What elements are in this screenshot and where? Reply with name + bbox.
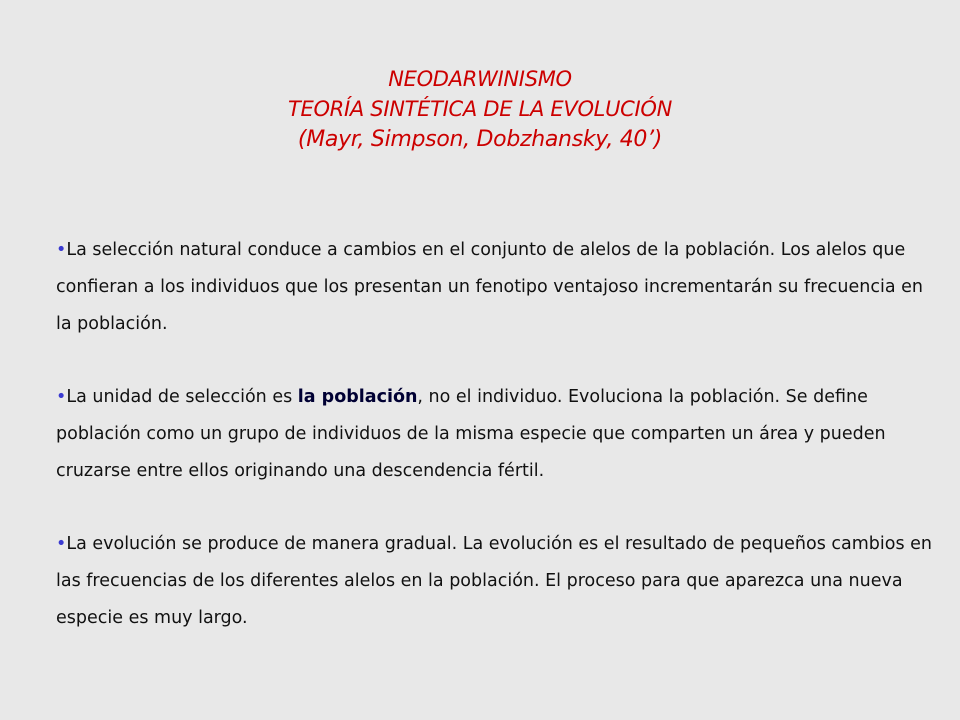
bullet-icon: • — [56, 387, 67, 407]
paragraph-2 — [56, 379, 936, 490]
title-line-2: TEORÍA SINTÉTICA DE LA EVOLUCIÓN — [287, 97, 673, 121]
paragraph-2-text-before: La unidad de selección es — [66, 387, 298, 407]
slide-title — [0, 64, 960, 156]
slide-body — [56, 232, 936, 673]
title-line-1: NEODARWINISMO — [388, 67, 572, 91]
paragraph-3 — [56, 526, 936, 637]
title-line-3: (Mayr, Simpson, Dobzhansky, 40’) — [297, 127, 663, 152]
paragraph-2-emphasis: la población — [297, 387, 418, 407]
paragraph-2-text-after: , no el individuo. Evoluciona la población. Se define población como un grupo de individuos de la misma especie que comparten un área y pueden cruzarse entre ellos originando una descendencia fértil. — [56, 387, 886, 481]
paragraph-1-text: La selección natural conduce a cambios en el conjunto de alelos de la población. Los alelos que confieran a los individuos que los presentan un fenotipo ventajoso incrementarán su frecuencia en la población. — [56, 240, 923, 334]
paragraph-1 — [56, 232, 936, 343]
bullet-icon: • — [56, 534, 67, 554]
bullet-icon: • — [56, 240, 67, 260]
paragraph-3-text: La evolución se produce de manera gradual. La evolución es el resultado de pequeños cambios en las frecuencias de los diferentes alelos en la población. El proceso para que aparezca una nueva especie es muy largo. — [56, 534, 932, 628]
